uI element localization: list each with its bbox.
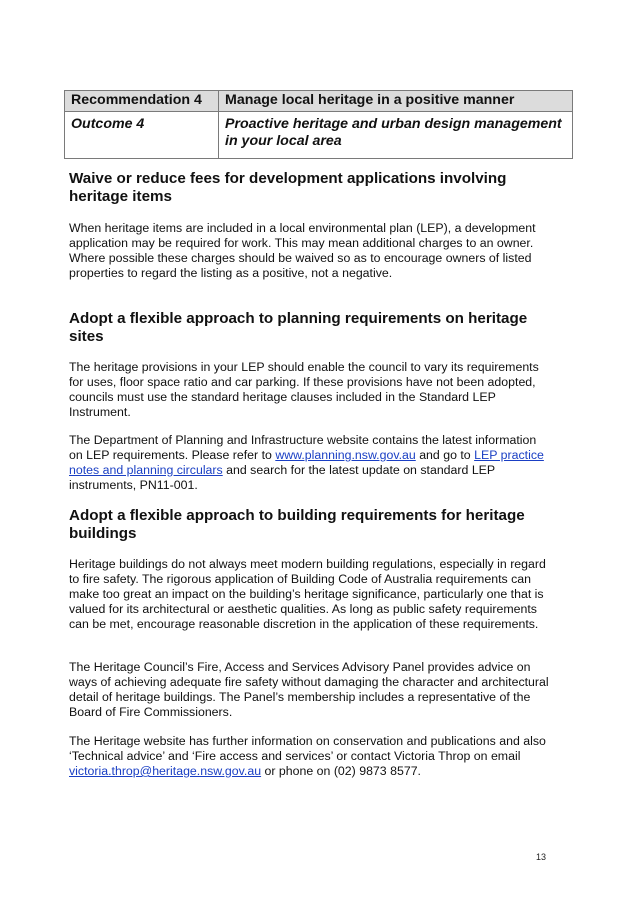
recommendation-row bbox=[65, 91, 573, 112]
building-paragraph-3 bbox=[69, 734, 553, 779]
recommendation-table bbox=[64, 90, 573, 159]
planning-heading: Adopt a flexible approach to planning requirements on heritage sites bbox=[69, 310, 528, 345]
planning-website-link[interactable]: www.planning.nsw.gov.au bbox=[275, 448, 416, 462]
practice-notes-link[interactable]: LEP practice notes and planning circulars bbox=[69, 448, 544, 477]
recommendation-text: Manage local heritage in a positive manner bbox=[219, 91, 573, 112]
planning-p2-text-1: The Department of Planning and Infrastructure website contains the latest information on LEP requirements. Please refer to bbox=[69, 433, 537, 462]
building-heading: Adopt a flexible approach to building requirements for heritage buildings bbox=[69, 507, 525, 542]
building-paragraph-1: Heritage buildings do not always meet modern building regulations, especially in regard to fire safety. The rigorous application of Building Code of Australia requirements can make too great an impact on the building’s heritage significance, particularly one that is valued for its architectural or aesthetic qualities. As long as public safety requirements can be met, encourage reasonable discretion in the application of these requirements. bbox=[69, 557, 546, 631]
fees-heading: Waive or reduce fees for development applications involving heritage items bbox=[69, 170, 507, 205]
building-p3-text-2: or phone on (02) 9873 8577. bbox=[261, 764, 421, 778]
fees-paragraph: When heritage items are included in a local environmental plan (LEP), a development application may be required for work. This may mean additional charges to an owner. Where possible these charges should be waived so as to encourage owners of listed properties to regard the listing as a positive, not a negative. bbox=[69, 221, 536, 280]
planning-paragraph-2 bbox=[69, 433, 553, 493]
page-number: 13 bbox=[536, 852, 547, 862]
outcome-text: Proactive heritage and urban design management in your local area bbox=[219, 112, 573, 159]
planning-p2-text-3: and search for the latest update on standard LEP instruments, PN11-001. bbox=[69, 463, 495, 492]
recommendation-label: Recommendation 4 bbox=[65, 91, 219, 112]
building-p3-text-1: The Heritage website has further information on conservation and publications and also ‘Technical advice’ and ‘Fire access and services’ or contact Victoria Throp on email bbox=[69, 734, 546, 763]
outcome-label: Outcome 4 bbox=[65, 112, 219, 159]
contact-email-link[interactable]: victoria.throp@heritage.nsw.gov.au bbox=[69, 764, 262, 778]
planning-p2-text-2: and go to bbox=[415, 448, 475, 462]
planning-paragraph-1: The heritage provisions in your LEP should enable the council to vary its requirements for uses, floor space ratio and car parking. If these provisions have not been adopted, councils must use the standard heritage clauses included in the Standard LEP Instrument. bbox=[69, 360, 539, 419]
building-paragraph-2: The Heritage Council’s Fire, Access and Services Advisory Panel provides advice on ways of achieving adequate fire safety without damaging the character and architectural detail of heritage buildings. The Panel’s membership includes a representative of the Board of Fire Commissioners. bbox=[69, 660, 549, 719]
outcome-row bbox=[65, 112, 573, 159]
